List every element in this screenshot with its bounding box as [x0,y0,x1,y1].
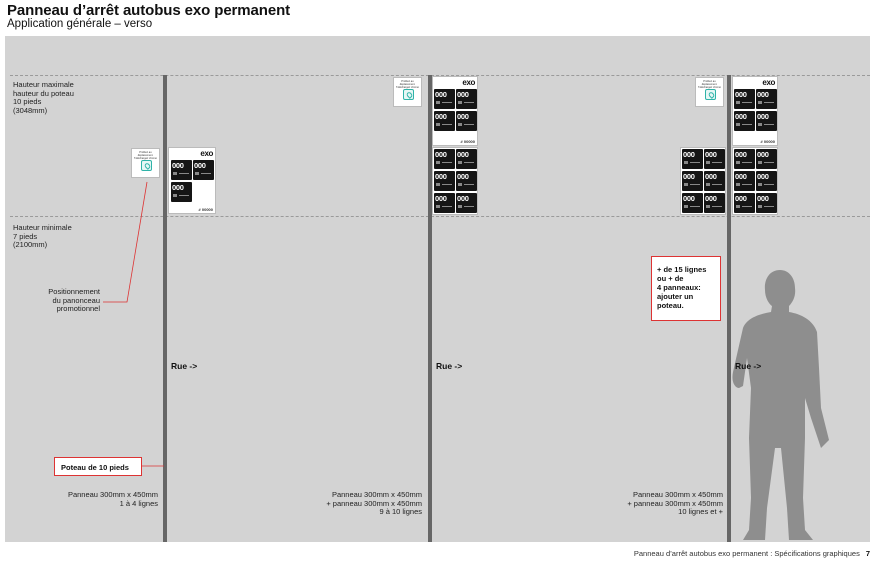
page-footer [634,549,870,558]
route-block: 000 [682,149,703,169]
promo-sign-1: Profitez au déplacement. Téléchargez chrono [131,148,160,178]
route-block: 000 [704,171,725,191]
pole-label: Poteau de 10 pieds [54,457,142,476]
route-block: 000 [434,89,455,109]
route-block: 000 [756,111,777,131]
street-label-1: Rue -> [171,361,198,371]
route-block: 000 [756,193,777,213]
street-label-2: Rue -> [436,361,463,371]
route-block: 000 [734,193,755,213]
route-block: 000 [756,171,777,191]
promo-position-label: Positionnement du panonceau promotionnel [48,287,100,313]
bus-stop-panel [432,76,478,146]
diagram-canvas [5,36,870,542]
bus-stop-panel [732,147,778,215]
bus-stop-panel [168,147,216,214]
location-pin-icon [141,160,152,171]
human-silhouette-icon [729,268,831,542]
route-block: 000 [756,149,777,169]
bus-stop-panel [680,147,726,215]
max-height-label: Hauteur maximale hauteur du poteau 10 pieds (3048mm) [13,80,74,115]
section-caption-3: Panneau 300mm x 450mm + panneau 300mm x 450mm 10 lignes et + [627,490,723,516]
route-block: 000 [456,171,477,191]
page-title: Panneau d’arrêt autobus exo permanent [7,2,291,19]
route-block: 000 [456,149,477,169]
section-caption-1: Panneau 300mm x 450mm 1 à 4 lignes [67,490,158,508]
bus-stop-panel [432,147,478,215]
route-block: 000 [704,149,725,169]
route-block: 000 [456,111,477,131]
section-caption-2: Panneau 300mm x 450mm + panneau 300mm x 450mm 9 à 10 lignes [326,490,422,516]
min-height-label: Hauteur minimale 7 pieds (2100mm) [13,223,72,249]
exo-logo: exo [200,149,213,158]
route-block: 000 [734,149,755,169]
route-block: 000 [734,89,755,109]
route-block: 000 [756,89,777,109]
route-block: 000 [434,193,455,213]
route-block: 000 [704,193,725,213]
route-block: 000 [734,171,755,191]
min-height-line [10,216,870,217]
street-label-3: Rue -> [735,361,762,371]
location-pin-icon [403,89,414,100]
promo-callout-line [103,182,147,302]
route-block: 000 [434,149,455,169]
page-number: 7 [865,549,870,558]
route-block: 000 [171,160,192,180]
footer-doc-title: Panneau d’arrêt autobus exo permanent : Spécifications graphiques [633,549,860,558]
route-block: 000 [682,193,703,213]
location-pin-icon [705,89,716,100]
exo-logo: exo [762,78,775,87]
route-block: 000 [434,171,455,191]
stop-code: # 00000 [198,206,213,212]
route-block: 000 [434,111,455,131]
promo-sign-3: Profitez au déplacement. Téléchargez chrono [695,77,724,107]
route-block: 000 [456,193,477,213]
promo-sign-2: Profitez au déplacement. Téléchargez chrono [393,77,422,107]
route-block: 000 [682,171,703,191]
route-block: 000 [456,89,477,109]
pole-1 [163,75,167,542]
exo-logo: exo [462,78,475,87]
route-block: 000 [193,160,214,180]
route-block: 000 [171,182,192,202]
page-subtitle: Application générale – verso [7,18,153,30]
route-block: 000 [734,111,755,131]
stop-code: # 00000 [760,138,775,144]
stop-code: # 00000 [460,138,475,144]
bus-stop-panel [732,76,778,146]
add-pole-note: + de 15 lignes ou + de 4 panneaux: ajouter un poteau. [651,256,721,321]
